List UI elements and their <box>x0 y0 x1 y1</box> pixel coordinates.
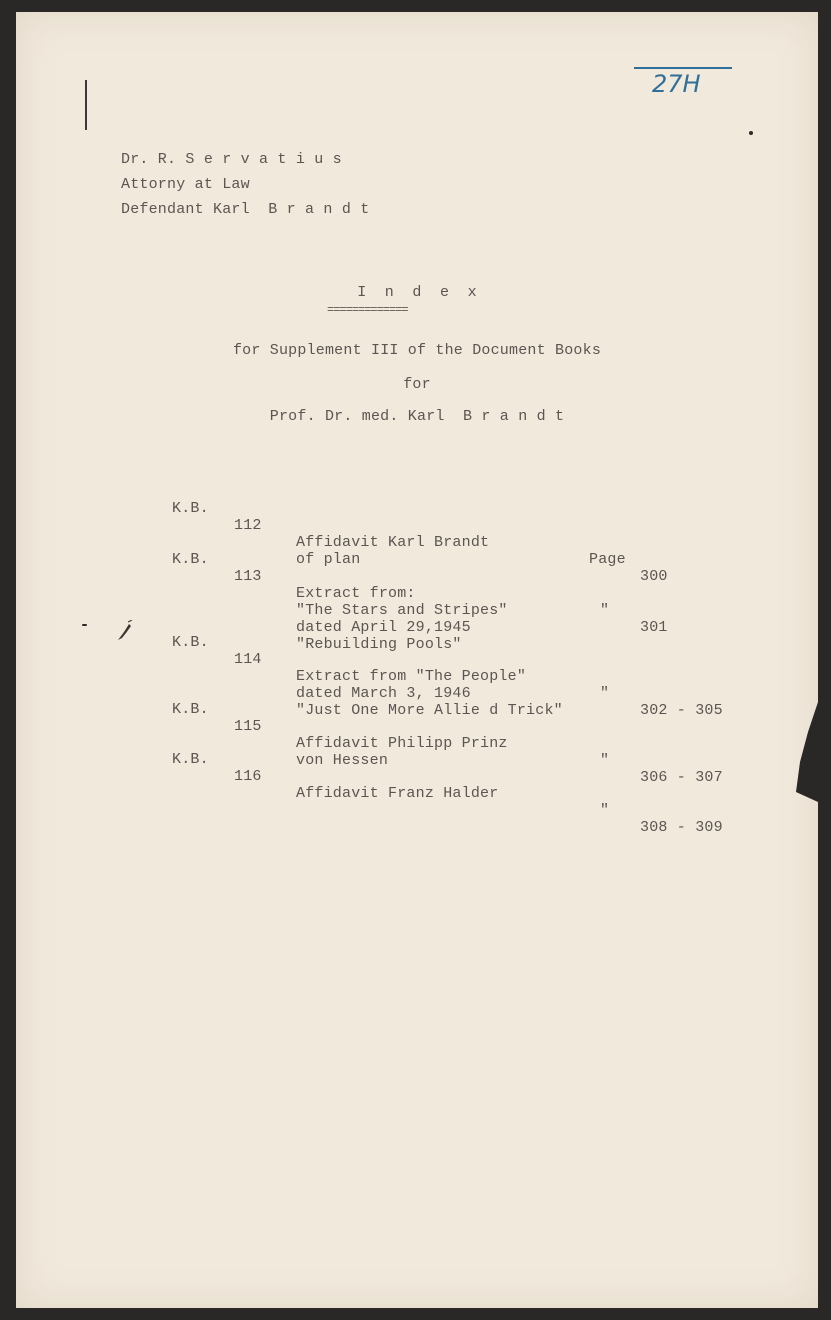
entry-number: 114 <box>234 651 262 668</box>
entry-description: Extract from: "The Stars and Stripes" dated April 29,1945 "Rebuilding Pools" <box>296 585 508 653</box>
margin-dash <box>82 624 87 626</box>
margin-mark <box>85 80 87 130</box>
entry-pages: 300 <box>640 568 668 585</box>
entry-code: K.B. <box>172 500 209 517</box>
entry-number: 113 <box>234 568 262 585</box>
svg-text:27H: 27H <box>652 70 701 98</box>
header-title: Attorny at Law <box>121 176 250 193</box>
index-heading: I n d e x <box>357 284 477 301</box>
entry-description: Extract from "The People" dated March 3, 1946 "Just One More Allie d Trick" <box>296 668 563 719</box>
entry-ditto-mark: " <box>600 752 610 769</box>
document-page <box>16 12 818 1308</box>
entry-pages: 301 <box>640 619 668 636</box>
entry-code: K.B. <box>172 634 209 651</box>
entry-number: 112 <box>234 517 262 534</box>
ink-smudge <box>116 620 134 642</box>
entry-number: 116 <box>234 768 262 785</box>
entry-pages: 308 - 309 <box>640 819 723 836</box>
index-subtitle-name: Prof. Dr. med. Karl B r a n d t <box>269 408 565 425</box>
entry-ditto-mark: " <box>600 602 610 619</box>
index-subtitle: for Supplement III of the Document Books <box>232 342 602 359</box>
paper-speck <box>749 131 753 135</box>
index-entry <box>16 734 818 853</box>
entry-code: K.B. <box>172 551 209 568</box>
index-heading-underline: ============= <box>327 303 408 317</box>
entry-page-label: Page <box>589 551 626 568</box>
entry-code: K.B. <box>172 751 209 768</box>
entry-ditto-mark: " <box>600 802 610 819</box>
header-name: Dr. R. S e r v a t i u s <box>121 151 342 168</box>
entry-pages: 302 - 305 <box>640 702 723 719</box>
index-subtitle-for: for <box>403 376 431 393</box>
entry-description: Affidavit Karl Brandt of plan <box>296 534 490 568</box>
entry-description: Affidavit Franz Halder <box>296 785 499 802</box>
entry-number: 115 <box>234 718 262 735</box>
entry-code: K.B. <box>172 701 209 718</box>
entry-ditto-mark: " <box>600 685 610 702</box>
entry-description: Affidavit Philipp Prinz von Hessen <box>296 735 508 769</box>
handwritten-page-number <box>634 62 734 102</box>
torn-edge <box>794 702 818 802</box>
header-defendant: Defendant Karl B r a n d t <box>121 201 370 218</box>
entry-pages: 306 - 307 <box>640 769 723 786</box>
